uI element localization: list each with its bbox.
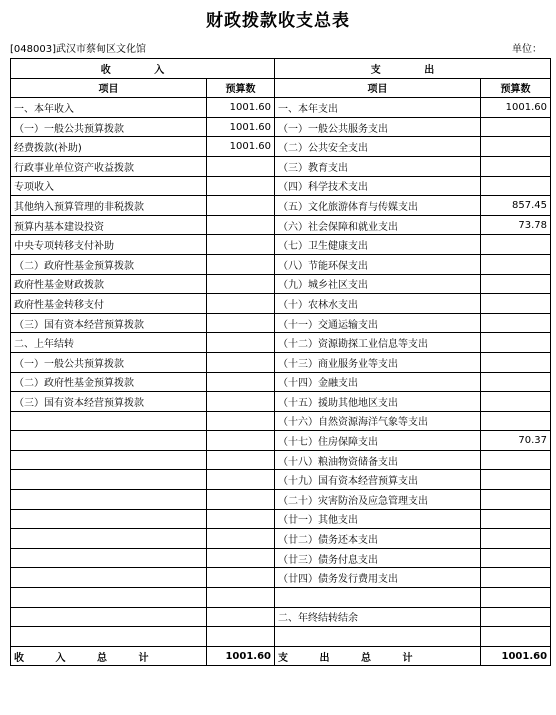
income-value-cell <box>207 294 275 314</box>
table-row <box>11 470 551 490</box>
expense-value-cell <box>481 627 551 647</box>
income-value-cell <box>207 431 275 451</box>
income-item-cell: （二）政府性基金预算拨款 <box>11 254 207 274</box>
income-item-cell: 中央专项转移支付补助 <box>11 235 207 255</box>
table-row <box>11 176 551 196</box>
table-row <box>11 548 551 568</box>
expense-value-cell <box>481 529 551 549</box>
expense-item-cell: （十七）住房保障支出 <box>275 431 481 451</box>
income-item-cell: 其他纳入预算管理的非税拨款 <box>11 196 207 216</box>
expense-value-cell <box>481 313 551 333</box>
income-value-cell <box>207 352 275 372</box>
expense-total-label: 支 出 总 计 <box>275 646 481 666</box>
expense-value-cell <box>481 470 551 490</box>
table-row <box>11 156 551 176</box>
table-row <box>11 294 551 314</box>
income-item-cell: 政府性基金转移支付 <box>11 294 207 314</box>
expense-value-cell: 73.78 <box>481 215 551 235</box>
expense-item-cell: （五）文化旅游体育与传媒支出 <box>275 196 481 216</box>
income-item-cell: 专项收入 <box>11 176 207 196</box>
table-body <box>11 98 551 647</box>
table-row <box>11 352 551 372</box>
expense-item-cell: （十五）援助其他地区支出 <box>275 392 481 412</box>
income-item-cell <box>11 411 207 431</box>
income-value-cell <box>207 627 275 647</box>
table-row <box>11 254 551 274</box>
income-value-cell <box>207 588 275 608</box>
expense-section-header: 支 出 <box>275 59 551 79</box>
expense-value-cell <box>481 548 551 568</box>
income-section-header: 收 入 <box>11 59 275 79</box>
table-row <box>11 568 551 588</box>
table-row <box>11 431 551 451</box>
income-item-cell <box>11 588 207 608</box>
income-budget-header: 预算数 <box>207 78 275 98</box>
expense-value-cell <box>481 254 551 274</box>
expense-total-value: 1001.60 <box>481 646 551 666</box>
income-total-label: 收 入 总 计 <box>11 646 207 666</box>
income-value-cell <box>207 411 275 431</box>
expense-value-cell <box>481 588 551 608</box>
income-item-cell <box>11 431 207 451</box>
table-row <box>11 117 551 137</box>
income-item-header: 项目 <box>11 78 207 98</box>
income-value-cell <box>207 254 275 274</box>
income-item-cell <box>11 568 207 588</box>
expense-item-cell: （八）节能环保支出 <box>275 254 481 274</box>
expense-item-cell: 二、年终结转结余 <box>275 607 481 627</box>
income-value-cell <box>207 372 275 392</box>
expense-value-cell <box>481 294 551 314</box>
expense-item-cell: （二）公共安全支出 <box>275 137 481 157</box>
expense-item-cell <box>275 588 481 608</box>
expense-value-cell <box>481 490 551 510</box>
expense-item-cell: （一）一般公共服务支出 <box>275 117 481 137</box>
table-row <box>11 333 551 353</box>
table-row <box>11 627 551 647</box>
expense-value-cell <box>481 156 551 176</box>
income-total-value: 1001.60 <box>207 646 275 666</box>
expense-value-cell <box>481 607 551 627</box>
income-item-cell: （一）一般公共预算拨款 <box>11 117 207 137</box>
table-row <box>11 313 551 333</box>
table-row <box>11 372 551 392</box>
expense-value-cell <box>481 117 551 137</box>
expense-value-cell <box>481 392 551 412</box>
income-value-cell: 1001.60 <box>207 137 275 157</box>
expense-item-cell: （十八）粮油物资储备支出 <box>275 450 481 470</box>
income-item-cell <box>11 548 207 568</box>
expense-item-cell: （廿二）债务还本支出 <box>275 529 481 549</box>
income-value-cell <box>207 509 275 529</box>
expense-item-cell: （四）科学技术支出 <box>275 176 481 196</box>
table-row <box>11 215 551 235</box>
income-value-cell <box>207 156 275 176</box>
expense-value-cell: 857.45 <box>481 196 551 216</box>
expense-value-cell <box>481 450 551 470</box>
table-row <box>11 490 551 510</box>
income-value-cell <box>207 313 275 333</box>
income-value-cell: 1001.60 <box>207 98 275 118</box>
income-item-cell: 二、上年结转 <box>11 333 207 353</box>
income-item-cell <box>11 529 207 549</box>
budget-summary-table <box>10 58 551 666</box>
table-row <box>11 235 551 255</box>
income-value-cell <box>207 529 275 549</box>
expense-value-cell: 70.37 <box>481 431 551 451</box>
income-item-cell: 经费拨款(补助) <box>11 137 207 157</box>
income-value-cell <box>207 450 275 470</box>
expense-item-cell: （十二）资源勘探工业信息等支出 <box>275 333 481 353</box>
income-value-cell <box>207 548 275 568</box>
income-item-cell: （二）政府性基金预算拨款 <box>11 372 207 392</box>
expense-item-cell: （十六）自然资源海洋气象等支出 <box>275 411 481 431</box>
expense-item-cell: （廿三）债务付息支出 <box>275 548 481 568</box>
unit-name: [048003]武汉市蔡甸区文化馆 <box>10 44 146 55</box>
expense-value-cell <box>481 176 551 196</box>
expense-item-cell: （十四）金融支出 <box>275 372 481 392</box>
expense-value-cell <box>481 509 551 529</box>
expense-value-cell: 1001.60 <box>481 98 551 118</box>
income-item-cell: 行政事业单位资产收益拨款 <box>11 156 207 176</box>
expense-item-cell: （廿一）其他支出 <box>275 509 481 529</box>
table-row <box>11 137 551 157</box>
expense-value-cell <box>481 568 551 588</box>
income-item-cell: （三）国有资本经营预算拨款 <box>11 313 207 333</box>
table-row <box>11 450 551 470</box>
income-value-cell <box>207 235 275 255</box>
expense-value-cell <box>481 333 551 353</box>
column-header-row <box>11 78 551 98</box>
income-item-cell <box>11 607 207 627</box>
expense-item-cell: （十三）商业服务业等支出 <box>275 352 481 372</box>
expense-value-cell <box>481 411 551 431</box>
table-row <box>11 196 551 216</box>
income-item-cell: 政府性基金财政拨款 <box>11 274 207 294</box>
table-row <box>11 607 551 627</box>
income-value-cell <box>207 607 275 627</box>
totals-row <box>11 646 551 666</box>
income-item-cell <box>11 627 207 647</box>
table-row <box>11 411 551 431</box>
expense-item-cell <box>275 627 481 647</box>
income-value-cell <box>207 333 275 353</box>
expense-item-cell: 一、本年支出 <box>275 98 481 118</box>
expense-item-cell: （十）农林水支出 <box>275 294 481 314</box>
expense-value-cell <box>481 274 551 294</box>
unit-label: 单位： <box>512 44 542 55</box>
income-value-cell <box>207 568 275 588</box>
income-item-cell <box>11 509 207 529</box>
income-value-cell: 1001.60 <box>207 117 275 137</box>
expense-item-cell: （七）卫生健康支出 <box>275 235 481 255</box>
income-item-cell: 一、本年收入 <box>11 98 207 118</box>
expense-value-cell <box>481 137 551 157</box>
expense-item-cell: （十九）国有资本经营预算支出 <box>275 470 481 490</box>
expense-item-cell: （三）教育支出 <box>275 156 481 176</box>
expense-value-cell <box>481 235 551 255</box>
income-value-cell <box>207 392 275 412</box>
income-value-cell <box>207 176 275 196</box>
table-row <box>11 274 551 294</box>
income-item-cell <box>11 450 207 470</box>
income-item-cell <box>11 470 207 490</box>
table-row <box>11 588 551 608</box>
expense-item-cell: （六）社会保障和就业支出 <box>275 215 481 235</box>
expense-item-cell: （十一）交通运输支出 <box>275 313 481 333</box>
table-row <box>11 529 551 549</box>
income-item-cell: （三）国有资本经营预算拨款 <box>11 392 207 412</box>
table-row <box>11 392 551 412</box>
income-value-cell <box>207 196 275 216</box>
income-item-cell <box>11 490 207 510</box>
table-row <box>11 509 551 529</box>
income-value-cell <box>207 215 275 235</box>
income-value-cell <box>207 274 275 294</box>
section-header-row <box>11 59 551 79</box>
income-item-cell: （一）一般公共预算拨款 <box>11 352 207 372</box>
report-title: 财政拨款收支总表 <box>206 11 350 31</box>
expense-value-cell <box>481 372 551 392</box>
expense-item-cell: （二十）灾害防治及应急管理支出 <box>275 490 481 510</box>
income-item-cell: 预算内基本建设投资 <box>11 215 207 235</box>
expense-item-cell: （九）城乡社区支出 <box>275 274 481 294</box>
expense-item-cell: （廿四）债务发行费用支出 <box>275 568 481 588</box>
income-value-cell <box>207 470 275 490</box>
expense-budget-header: 预算数 <box>481 78 551 98</box>
income-value-cell <box>207 490 275 510</box>
table-row <box>11 98 551 118</box>
expense-item-header: 项目 <box>275 78 481 98</box>
expense-value-cell <box>481 352 551 372</box>
